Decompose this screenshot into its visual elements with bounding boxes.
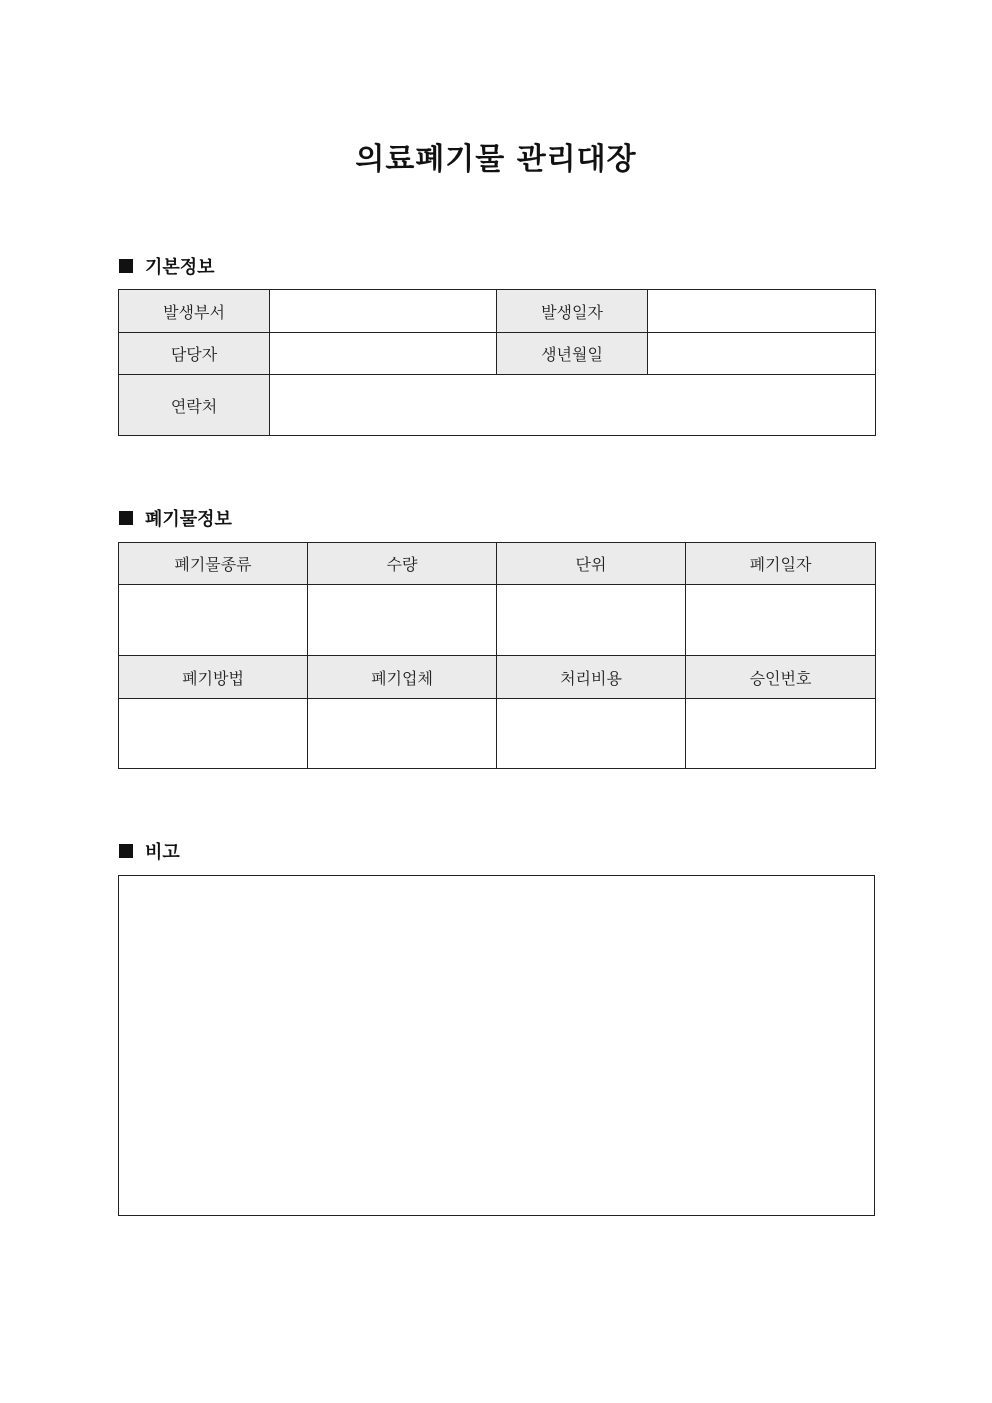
section-heading-remarks (119, 838, 180, 864)
disposal-company-field[interactable] (308, 699, 497, 769)
contact-field[interactable] (270, 375, 876, 436)
waste-type-label: 폐기물종류 (119, 543, 308, 585)
remarks-field[interactable] (118, 875, 875, 1216)
disposal-company-label: 폐기업체 (308, 656, 497, 699)
square-bullet-icon (119, 259, 133, 273)
quantity-field[interactable] (308, 585, 497, 656)
disposal-method-field[interactable] (119, 699, 308, 769)
disposal-method-label: 폐기방법 (119, 656, 308, 699)
birth-date-field[interactable] (648, 333, 876, 375)
square-bullet-icon (119, 844, 133, 858)
department-label: 발생부서 (119, 290, 270, 333)
square-bullet-icon (119, 511, 133, 525)
section-heading-label: 기본정보 (145, 257, 215, 278)
processing-cost-field[interactable] (497, 699, 686, 769)
section-heading-label: 폐기물정보 (145, 509, 232, 530)
basic-info-table (118, 289, 876, 436)
page-title: 의료폐기물 관리대장 (355, 142, 637, 177)
section-heading-label: 비고 (145, 842, 180, 863)
department-field[interactable] (270, 290, 497, 333)
processing-cost-label: 처리비용 (497, 656, 686, 699)
date-field[interactable] (648, 290, 876, 333)
manager-label: 담당자 (119, 333, 270, 375)
birth-date-label: 생년월일 (497, 333, 648, 375)
unit-field[interactable] (497, 585, 686, 656)
approval-number-field[interactable] (686, 699, 876, 769)
manager-field[interactable] (270, 333, 497, 375)
contact-label: 연락처 (119, 375, 270, 436)
waste-type-field[interactable] (119, 585, 308, 656)
section-heading-waste-info (119, 505, 232, 531)
approval-number-label: 승인번호 (686, 656, 876, 699)
unit-label: 단위 (497, 543, 686, 585)
disposal-date-field[interactable] (686, 585, 876, 656)
section-heading-basic-info (119, 253, 215, 279)
waste-info-table (118, 542, 876, 769)
date-label: 발생일자 (497, 290, 648, 333)
quantity-label: 수량 (308, 543, 497, 585)
disposal-date-label: 폐기일자 (686, 543, 876, 585)
